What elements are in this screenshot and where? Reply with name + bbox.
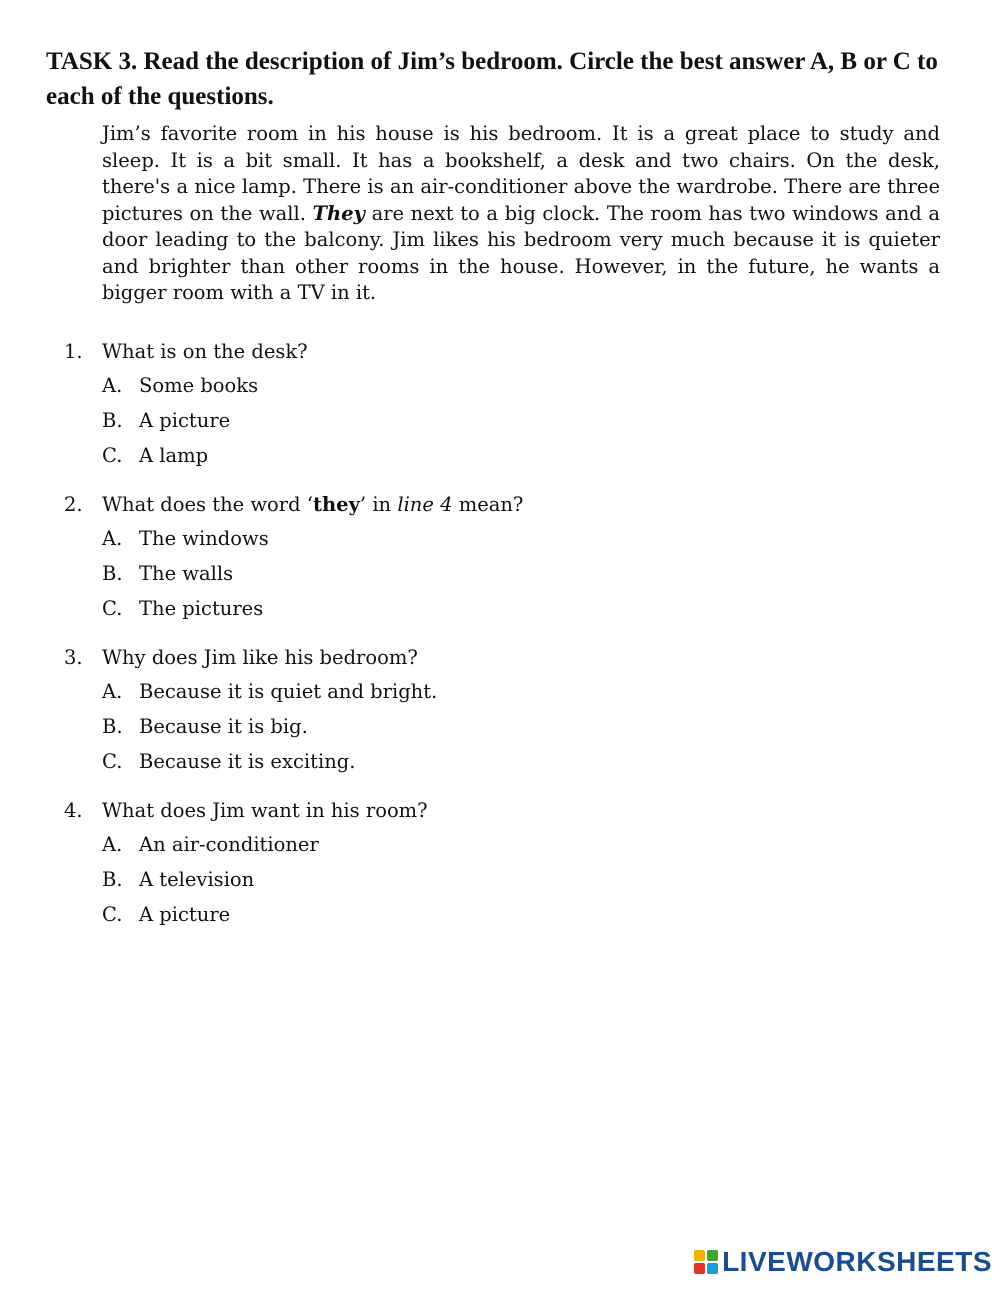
answer-options: [64, 827, 944, 932]
question-1: [64, 334, 944, 473]
liveworksheets-logo: [694, 1247, 992, 1277]
option-text: Because it is exciting.: [139, 750, 356, 773]
logo-square-3: [694, 1263, 705, 1274]
option-text: Some books: [139, 374, 259, 397]
question-text-after: mean?: [452, 492, 524, 516]
passage-text-before: Jim’s favorite room in his house is his bedroom. It is a great place to study and sleep. It is a bit small. It has a bookshelf, a desk and two chairs. On the desk, there's a nice lamp. There is an air-conditioner above the wardrobe. There are three pictures on the wall.: [102, 122, 940, 225]
option-letter: B.: [102, 562, 123, 585]
option-b[interactable]: [64, 862, 944, 897]
option-c[interactable]: [64, 438, 944, 473]
question-number: 2.: [64, 492, 83, 516]
option-letter: A.: [102, 680, 123, 703]
option-text: The pictures: [139, 597, 264, 620]
question-number: 1.: [64, 339, 83, 363]
option-text: Because it is big.: [139, 715, 308, 738]
option-text: A television: [139, 868, 255, 891]
passage-keyword: They: [312, 201, 365, 225]
option-text: Because it is quiet and bright.: [139, 680, 438, 703]
option-a[interactable]: [64, 674, 944, 709]
option-a[interactable]: [64, 521, 944, 556]
option-letter: B.: [102, 715, 123, 738]
option-letter: B.: [102, 868, 123, 891]
option-letter: C.: [102, 444, 123, 467]
question-stem: [64, 793, 944, 827]
question-number: 4.: [64, 798, 83, 822]
option-c[interactable]: [64, 744, 944, 779]
option-b[interactable]: [64, 709, 944, 744]
option-letter: B.: [102, 409, 123, 432]
logo-mark-icon: [694, 1250, 718, 1274]
option-letter: A.: [102, 527, 123, 550]
question-stem: [64, 334, 944, 368]
option-text: The windows: [139, 527, 269, 550]
option-text: A picture: [139, 903, 231, 926]
option-c[interactable]: [64, 897, 944, 932]
answer-options: [64, 368, 944, 473]
reading-passage: [102, 121, 940, 307]
question-3: [64, 640, 944, 779]
question-text: Why does Jim like his bedroom?: [102, 645, 418, 669]
option-letter: C.: [102, 597, 123, 620]
question-number: 3.: [64, 645, 83, 669]
question-text-before: What does the word ‘: [102, 492, 313, 516]
question-2: [64, 487, 944, 626]
option-letter: C.: [102, 903, 123, 926]
option-letter: A.: [102, 374, 123, 397]
question-text: What is on the desk?: [102, 339, 308, 363]
logo-text: LIVEWORKSHEETS: [722, 1246, 992, 1277]
option-c[interactable]: [64, 591, 944, 626]
answer-options: [64, 521, 944, 626]
option-letter: A.: [102, 833, 123, 856]
question-keyword: they: [313, 492, 360, 516]
option-text: A lamp: [139, 444, 209, 467]
answer-options: [64, 674, 944, 779]
question-stem: [64, 487, 944, 521]
option-text: A picture: [139, 409, 231, 432]
task-title: TASK 3. Read the description of Jim’s bedroom. Circle the best answer A, B or C to each of the questions.: [46, 48, 938, 110]
logo-square-2: [707, 1250, 718, 1261]
question-stem: [64, 640, 944, 674]
logo-square-1: [694, 1250, 705, 1261]
option-text: An air-conditioner: [139, 833, 319, 856]
question-text: What does Jim want in his room?: [102, 798, 428, 822]
option-letter: C.: [102, 750, 123, 773]
option-b[interactable]: [64, 556, 944, 591]
question-list: [64, 334, 944, 946]
question-text: [102, 493, 523, 516]
question-text-mid: ’ in: [359, 492, 398, 516]
question-line-ref: line 4: [397, 492, 453, 516]
option-a[interactable]: [64, 368, 944, 403]
logo-square-4: [707, 1263, 718, 1274]
option-b[interactable]: [64, 403, 944, 438]
option-a[interactable]: [64, 827, 944, 862]
question-4: [64, 793, 944, 932]
passage-text-after: are next to a big clock. The room has two windows and a door leading to the balcony. Jim likes his bedroom very much because it is quieter and brighter than other rooms in the house. However, in the future, he wants a bigger room with a TV in it.: [102, 201, 940, 304]
option-text: The walls: [139, 562, 234, 585]
